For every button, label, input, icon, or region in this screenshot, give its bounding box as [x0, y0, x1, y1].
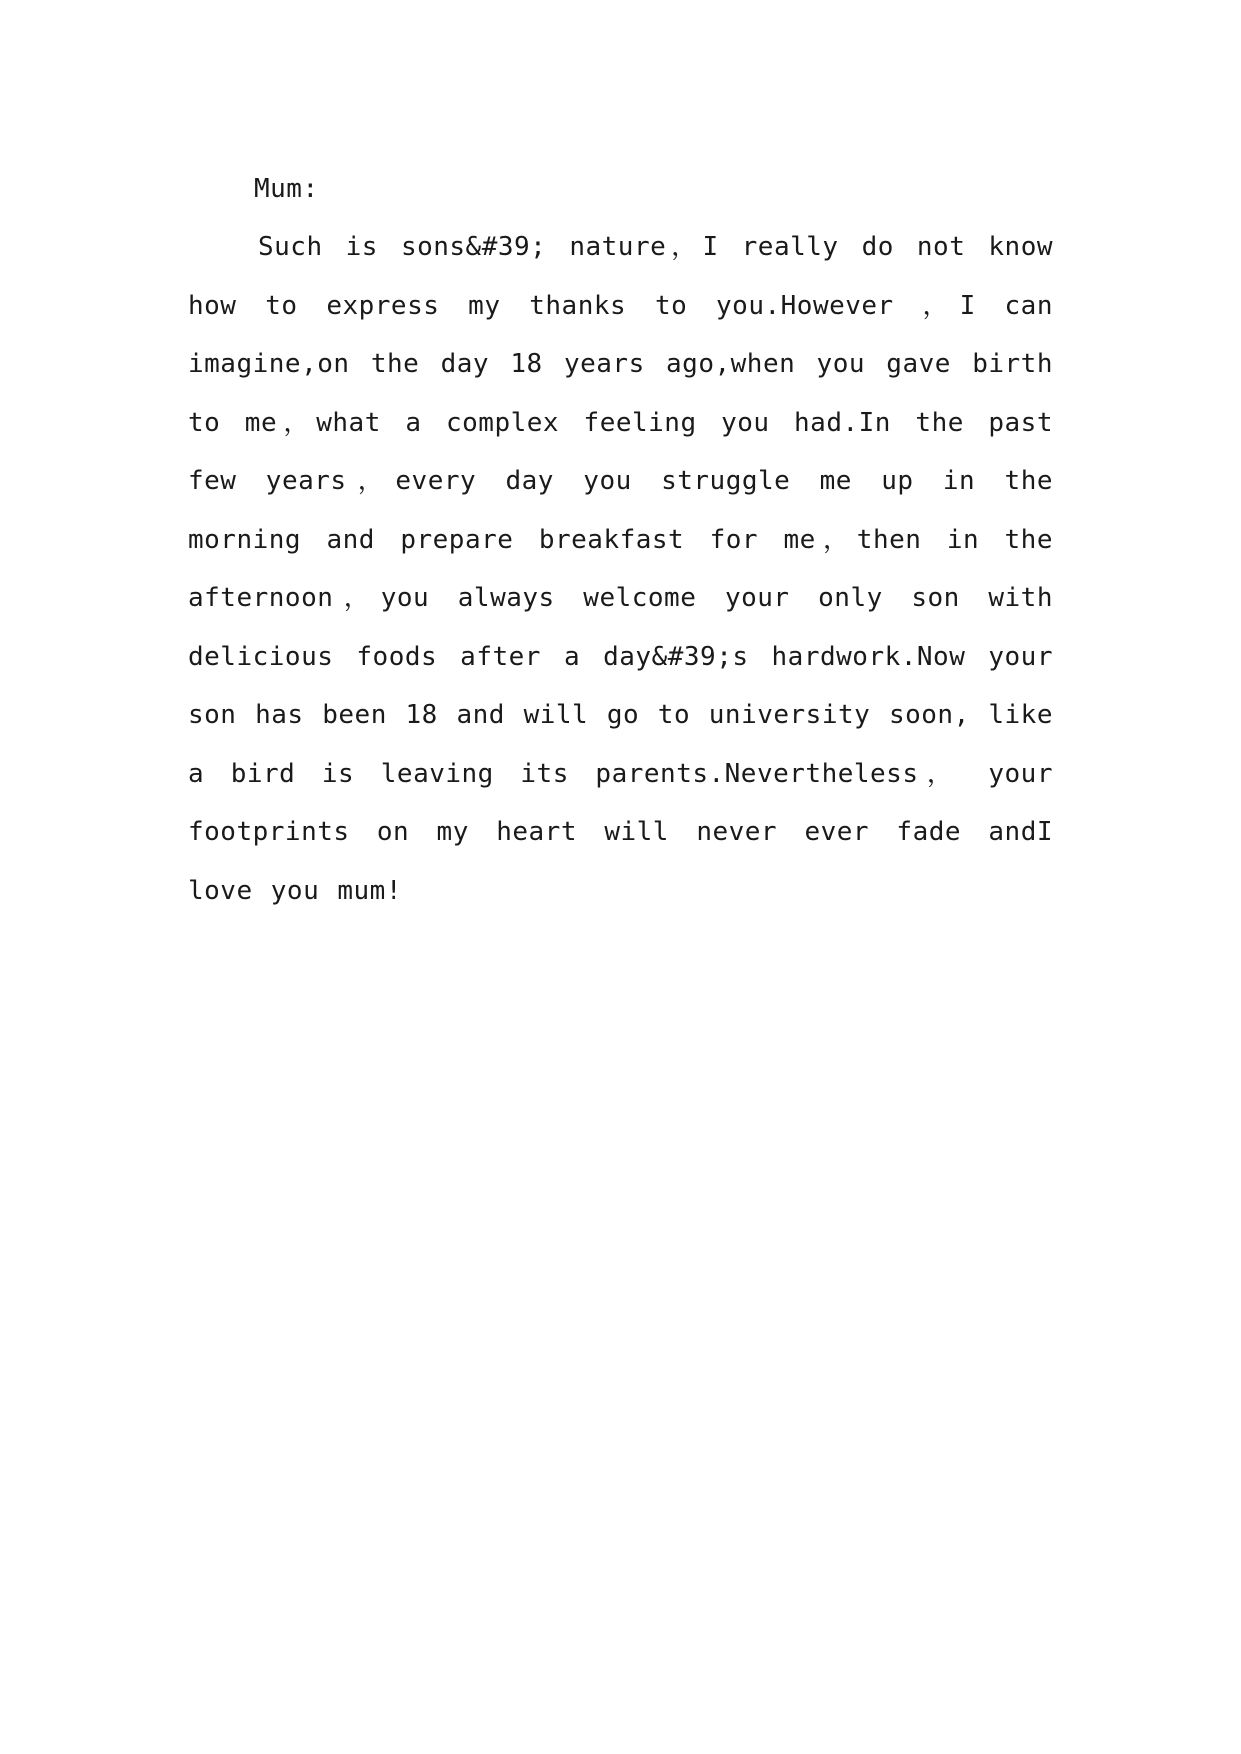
letter-body: Such is sons&#39; nature，I really do not know how to express my thanks to you.However ，I can imagine,on the day 18 years ago,when you gave birth to me，what a complex feeling you had.In the past few years，every day you struggle me up in the morning and prepare breakfast for me，then in the afternoon，you always welcome your only son with delicious foods after a day&#39;s hardwork.Now your son has been 18 and will go to university soon, like a bird is leaving its parents.Nevertheless， your footprints on my heart will never ever fade andI love you mum!	[188, 232, 1053, 906]
letter	[188, 160, 1053, 920]
letter-salutation: Mum:	[254, 174, 319, 204]
